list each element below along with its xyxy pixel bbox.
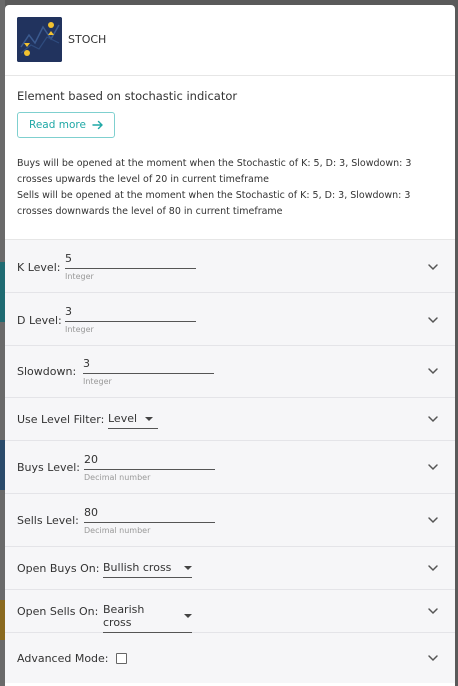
- description-section: [5, 76, 455, 240]
- param-row-sells-level[interactable]: [5, 494, 455, 547]
- k-level-label: K Level:: [17, 261, 61, 274]
- use-level-filter-label: Use Level Filter:: [17, 413, 105, 426]
- param-row-d-level[interactable]: [5, 293, 455, 346]
- slowdown-input[interactable]: [83, 357, 214, 386]
- param-row-slowdown[interactable]: [5, 346, 455, 398]
- strategy-description: Element based on stochastic indicator: [17, 89, 238, 103]
- caret-down-icon: [145, 417, 153, 421]
- d-level-label: D Level:: [17, 314, 62, 327]
- param-row-open-sells-on[interactable]: [5, 590, 455, 633]
- strategy-title: STOCH: [68, 33, 107, 46]
- caret-down-icon: [184, 566, 192, 570]
- caret-down-icon: [184, 614, 192, 618]
- d-level-value: 3: [65, 305, 72, 318]
- read-more-label: Read more: [29, 119, 86, 131]
- buys-level-value: 20: [84, 453, 98, 466]
- advanced-mode-label: Advanced Mode:: [17, 652, 109, 665]
- open-sells-on-select[interactable]: [103, 603, 192, 633]
- dialog-header: [5, 5, 455, 76]
- slowdown-label: Slowdown:: [17, 365, 77, 378]
- k-level-hint: Integer: [65, 272, 94, 281]
- chevron-down-icon[interactable]: [427, 562, 439, 574]
- stoch-logo-icon: [17, 17, 62, 62]
- use-level-filter-value: Level: [108, 412, 138, 425]
- k-level-input[interactable]: [65, 252, 196, 281]
- sells-level-value: 80: [84, 506, 98, 519]
- slowdown-value: 3: [83, 357, 90, 370]
- d-level-input[interactable]: [65, 305, 196, 334]
- k-level-value: 5: [65, 252, 72, 265]
- open-buys-on-select[interactable]: [103, 561, 192, 578]
- chevron-down-icon[interactable]: [427, 314, 439, 326]
- sells-level-input[interactable]: [84, 506, 215, 535]
- use-level-filter-select[interactable]: [108, 412, 158, 429]
- buys-level-hint: Decimal number: [84, 473, 151, 482]
- sell-rule-text: Sells will be opened at the moment when the Stochastic of K: 5, D: 3, Slowdown: 3 crosses downwards the level of 80 in current timeframe: [17, 190, 411, 217]
- chevron-down-icon[interactable]: [427, 261, 439, 273]
- advanced-mode-checkbox[interactable]: [116, 653, 127, 664]
- chevron-down-icon[interactable]: [427, 413, 439, 425]
- chevron-down-icon[interactable]: [427, 605, 439, 617]
- chevron-down-icon[interactable]: [427, 514, 439, 526]
- slowdown-hint: Integer: [83, 377, 112, 386]
- param-row-buys-level[interactable]: [5, 441, 455, 494]
- buys-level-label: Buys Level:: [17, 461, 80, 474]
- chevron-down-icon[interactable]: [427, 461, 439, 473]
- sells-level-label: Sells Level:: [17, 514, 79, 527]
- param-row-advanced-mode[interactable]: [5, 633, 455, 683]
- param-row-k-level[interactable]: [5, 240, 455, 293]
- strategy-element-dialog: [5, 5, 455, 686]
- param-row-open-buys-on[interactable]: [5, 547, 455, 590]
- open-buys-on-label: Open Buys On:: [17, 562, 100, 575]
- buy-rule-text: Buys will be opened at the moment when the Stochastic of K: 5, D: 3, Slowdown: 3 crosses upwards the level of 20 in current timeframe: [17, 158, 412, 185]
- sells-level-hint: Decimal number: [84, 526, 151, 535]
- d-level-hint: Integer: [65, 325, 94, 334]
- chevron-down-icon[interactable]: [427, 365, 439, 377]
- open-sells-on-value: Bearish cross: [103, 603, 145, 629]
- open-buys-on-value: Bullish cross: [103, 561, 172, 574]
- open-sells-on-label: Open Sells On:: [17, 605, 99, 618]
- read-more-button[interactable]: [17, 112, 115, 138]
- arrow-right-icon: [92, 120, 104, 130]
- buys-level-input[interactable]: [84, 453, 215, 482]
- param-row-use-level-filter[interactable]: [5, 398, 455, 441]
- chevron-down-icon[interactable]: [427, 652, 439, 664]
